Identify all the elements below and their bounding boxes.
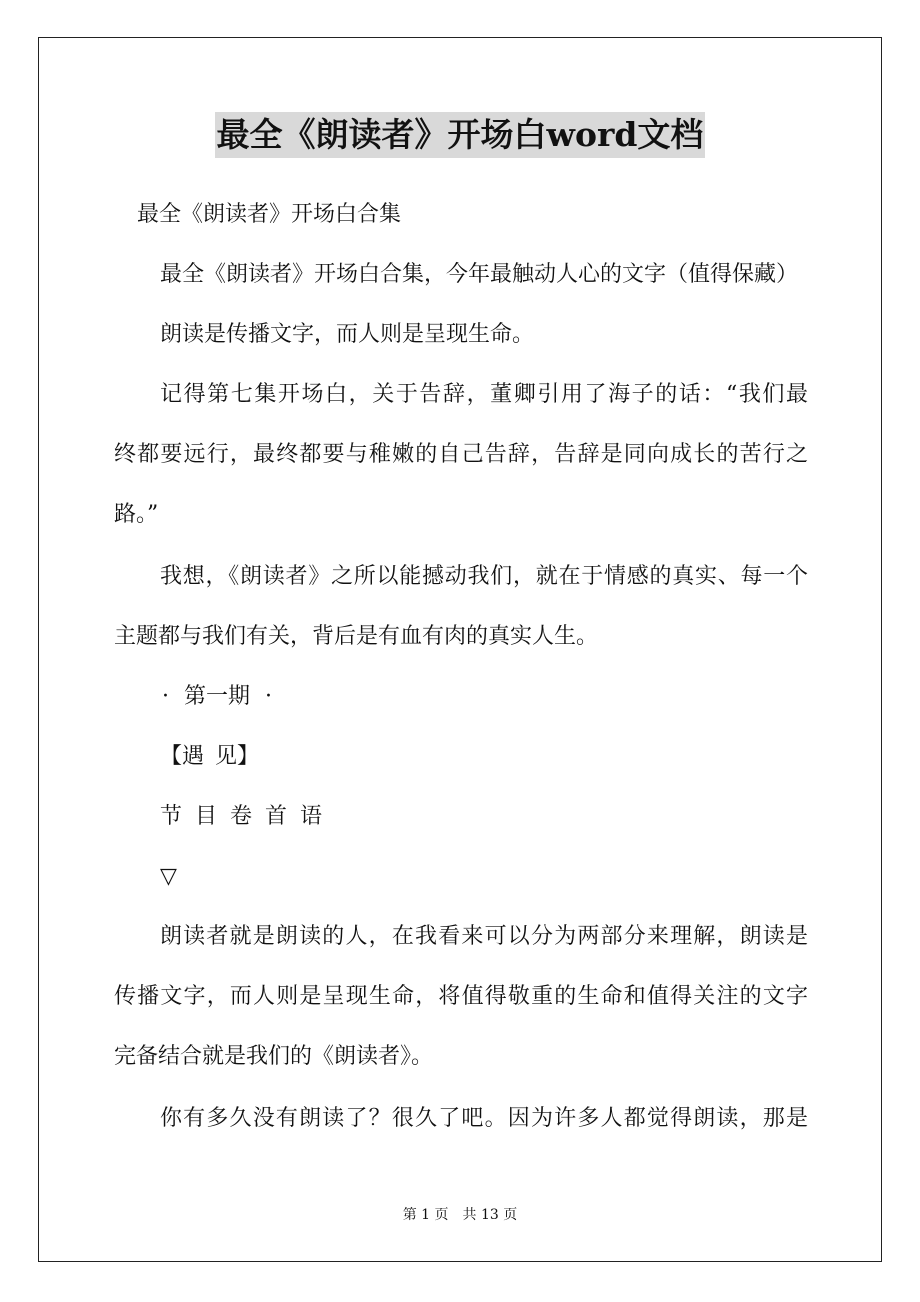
- paragraph-line: 你有多久没有朗读了？很久了吧。因为许多人都觉得朗读，那是: [160, 1106, 808, 1131]
- page-footer: 第 1 页 共 13 页: [402, 1207, 518, 1223]
- paragraph-line: 记得第七集开场白，关于告辞，董卿引用了海子的话：“我们最: [160, 382, 808, 407]
- title-container: [0, 112, 920, 158]
- subtitle-line: 最全《朗读者》开场白合集: [137, 202, 402, 227]
- paragraph-line: 传播文字，而人则是呈现生命，将值得敬重的生命和值得关注的文字: [114, 984, 808, 1009]
- paragraph-line: 最全《朗读者》开场白合集，今年最触动人心的文字（值得保藏）: [160, 262, 799, 287]
- section-heading: · 第一期 ·: [162, 684, 272, 709]
- paragraph-line: 终都要远行，最终都要与稚嫩的自己告辞，告辞是同向成长的苦行之: [114, 442, 808, 467]
- triangle-marker: ▽: [160, 864, 177, 889]
- paragraph-line: 路。”: [114, 502, 159, 527]
- paragraph-line: 主题都与我们有关，背后是有血有肉的真实人生。: [114, 624, 599, 649]
- paragraph-line: 完备结合就是我们的《朗读者》。: [114, 1044, 434, 1069]
- section-subheading: 【遇 见】: [160, 744, 259, 769]
- paragraph-line: 我想，《朗读者》之所以能撼动我们，就在于情感的真实、每一个: [160, 564, 808, 589]
- document-title: 最全《朗读者》开场白word文档: [215, 112, 706, 158]
- paragraph-line: 朗读者就是朗读的人，在我看来可以分为两部分来理解，朗读是: [160, 924, 808, 949]
- paragraph-line: 朗读是传播文字，而人则是呈现生命。: [160, 322, 535, 347]
- section-caption: 节 目 卷 首 语: [160, 804, 322, 829]
